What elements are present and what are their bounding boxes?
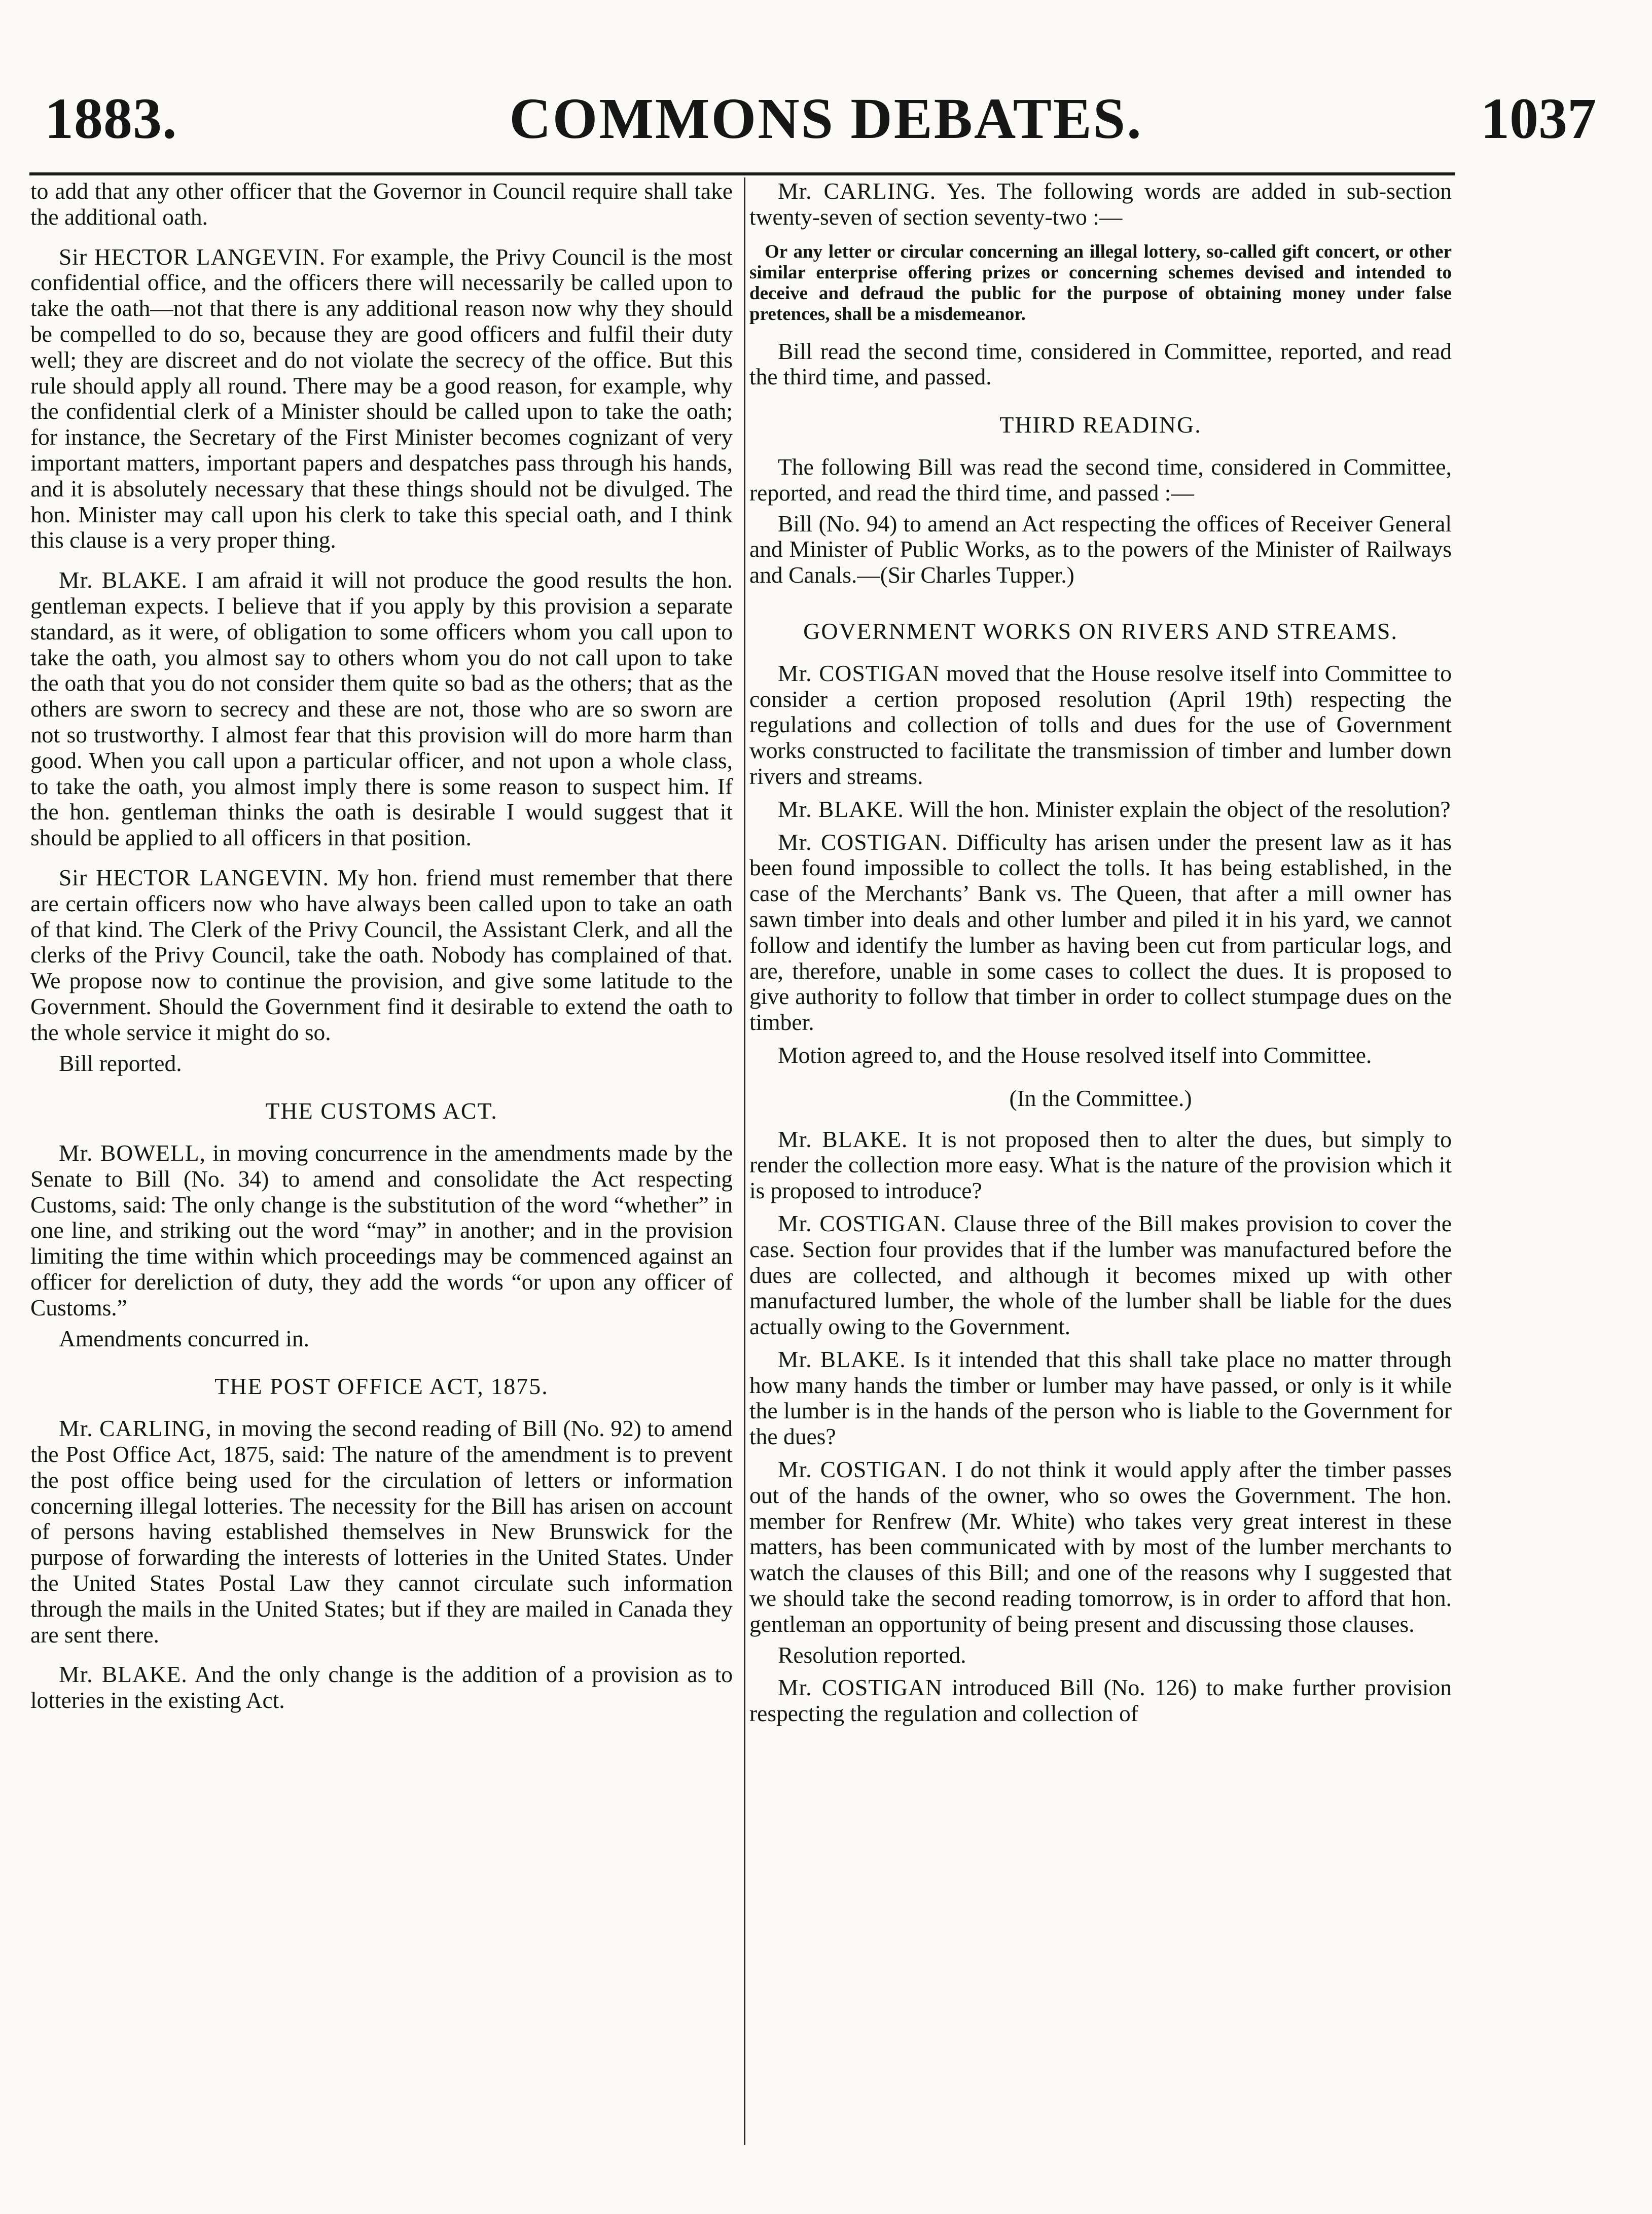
paragraph: Amendments concurred in. <box>59 1325 310 1351</box>
paragraph <box>30 1662 733 1713</box>
paragraph <box>749 178 1452 230</box>
speech-text: Difficulty has arisen under the present law as it has been found impossible to collect the tolls. It has being established, in the case of the Merchants’ Bank vs. The Queen, that after a mill owner has sawn timber into deals and other lumber and piled it in his yard, we cannot follow and identify the lumber as having been cut from particular logs, and are, therefore, unable in some cases to collect the dues. It is proposed to give authority to follow that timber in order to collect stumpage dues on the timber. <box>749 829 1452 1035</box>
paragraph <box>749 1211 1452 1340</box>
paragraph: Bill (No. 94) to amend an Act respecting the offices of Receiver General and Minister of Public Works, as to the powers of the Minister of Railways and Canals.—(Sir Charles Tupper.) <box>749 510 1452 588</box>
speech-text: And the only change is the addition of a provision as to lotteries in the existing Act. <box>30 1661 733 1713</box>
section-heading: THE POST OFFICE ACT, 1875. <box>214 1373 549 1400</box>
paragraph <box>30 244 733 554</box>
speaker-name: Mr. COSTIGAN <box>778 660 940 686</box>
speech-text: introduced Bill (No. 126) to make further provision respecting the regulation and collection of <box>749 1674 1452 1727</box>
paragraph <box>749 1457 1452 1637</box>
header-page-number: 1037 <box>1481 86 1596 151</box>
paragraph <box>749 1347 1452 1450</box>
speech-text: I am afraid it will not produce the good results the hon. gentleman expects. I believe that if you apply by this provision a separate standard, as it were, of obligation to some officers whom you call upon to take the oath, you almost say to others whom you do not call upon to take the oath that you do not consider them quite so bad as the others; that as the others are sworn to secrecy and these are not, those who are so sworn are not so trustworthy. I almost fear that this provision will do more harm than good. When you call upon a particular officer, and not upon a whole class, to take the oath, you almost imply there is some reason to suspect him. If the hon. gentleman thinks the oath is desirable I would suggest that it should be applied to all officers in that position. <box>30 567 733 851</box>
paragraph <box>30 1416 733 1648</box>
paragraph <box>749 661 1452 790</box>
paragraph <box>749 797 1452 823</box>
paragraph: Bill read the second time, considered in Committee, reported, and read the third time, and passed. <box>749 338 1452 390</box>
speaker-name: Mr. COSTIGAN. <box>778 1210 947 1236</box>
paragraph: to add that any other officer that the Governor in Council require shall take the additional oath. <box>30 178 733 230</box>
speaker-name: Mr. BLAKE. <box>778 1126 908 1152</box>
speaker-name: Mr. BLAKE. <box>778 796 904 822</box>
speaker-name: Sir HECTOR LANGEVIN. <box>59 243 326 270</box>
paragraph: Motion agreed to, and the House resolved itself into Committee. <box>778 1042 1372 1068</box>
speaker-name: Mr. COSTIGAN. <box>778 829 948 855</box>
speech-text: It is not proposed then to alter the dues, but simply to render the collection more easy. What is the nature of the provision which it is proposed to introduce? <box>749 1126 1452 1204</box>
speaker-name: Mr. BLAKE. <box>778 1346 906 1372</box>
section-heading: THE CUSTOMS ACT. <box>265 1098 498 1124</box>
speech-text: moved that the House resolve itself into Committee to consider a certion proposed resolution (April 19th) respecting the regulations and collection of tolls and dues for the use of Government works constructed to facilitate the transmission of timber and lumber down rivers and streams. <box>749 660 1452 789</box>
paragraph <box>30 1140 733 1321</box>
paragraph <box>30 567 733 851</box>
page-header <box>0 85 1652 151</box>
header-year: 1883. <box>45 86 177 151</box>
speech-text: Yes. The following words are added in sub-section twenty-seven of section seventy-two :— <box>749 178 1452 230</box>
column-divider <box>744 177 745 2145</box>
committee-note: (In the Committee.) <box>1009 1085 1192 1111</box>
speech-text: Is it intended that this shall take place no matter through how many hands the timber or lumber may have passed, or only is it while the lumber is in the hands of the person who is liable to the Government for the dues? <box>749 1346 1452 1450</box>
speaker-name: Mr. COSTIGAN. <box>778 1456 948 1483</box>
speaker-name: Mr. BLAKE. <box>59 1661 188 1688</box>
speech-text: in moving the second reading of Bill (No. 92) to amend the Post Office Act, 1875, said: The nature of the amendment is to prevent the post office being used for the circulation of letters or information concerning illegal lotteries. The necessity for the Bill has arisen on account of persons having established themselves in New Brunswick for the purpose of forwarding the interests of lotteries in the United States. Under the United States Postal Law they cannot circulate such information through the mails in the United States; but if they are mailed in Canada they are sent there. <box>30 1415 733 1648</box>
paragraph <box>749 1127 1452 1204</box>
paragraph: Resolution reported. <box>778 1641 966 1668</box>
paragraph: Bill reported. <box>59 1050 182 1076</box>
speech-text: I do not think it would apply after the timber passes out of the hands of the owner, who so owes the Government. The hon. member for Renfrew (Mr. White) who takes very great interest in these matters, has been communicated with by most of the lumber merchants to watch the clauses of this Bill; and one of the reasons why I suggested that we should take the second reading tomorrow, is in order to afford that hon. gentleman an opportunity of being present and discussing those clauses. <box>749 1456 1452 1637</box>
speaker-name: Mr. CARLING. <box>778 178 937 204</box>
left-column <box>30 178 733 1713</box>
speech-text: Clause three of the Bill makes provision to cover the case. Section four provides that if the lumber was manufactured before the dues are collected, and although it becomes mixed up with other manufactured lumber, the whole of the lumber shall be liable for the dues actually owing to the Government. <box>749 1210 1452 1340</box>
speech-text: in moving concurrence in the amendments made by the Senate to Bill (No. 34) to amend and consolidate the Act respecting Customs, said: The only change is the substitution of the word “whether” in one line, and striking out the word “may” in another; and in the provision limiting the time within which proceedings may be commenced against an officer for dereliction of duty, they add the words “or upon any officer of Customs.” <box>30 1140 733 1320</box>
section-heading: THIRD READING. <box>999 412 1202 438</box>
speaker-name: Mr. CARLING, <box>59 1415 212 1442</box>
speech-text: Will the hon. Minister explain the object of the resolution? <box>909 796 1451 822</box>
speech-text: For example, the Privy Council is the most confidential office, and the officers there will necessarily be called upon to take the oath—not that there is any additional reason now why they should be compelled to do so, because they are good officers and fulfil their duty well; they are discreet and do not violate the secrecy of the office. But this rule should apply all round. There may be a good reason, for example, why the confidential clerk of a Minister should be called upon to take the oath; for instance, the Secretary of the First Minister becomes cognizant of very important matters, important papers and despatches pass through his hands, and it is absolutely necessary that these things should not be divulged. The hon. Minister may call upon his clerk to take this special oath, and I think this clause is a very proper thing. <box>30 243 733 553</box>
speaker-name: Sir HECTOR LANGEVIN. <box>59 864 329 890</box>
header-title: COMMONS DEBATES. <box>509 86 1143 151</box>
speech-text: My hon. friend must remember that there are certain officers now who have always been called upon to take an oath of that kind. The Clerk of the Privy Council, the Assistant Clerk, and all the clerks of the Privy Council, take the oath. Nobody has complained of that. We propose now to continue the provision, and give some latitude to the Government. Should the Government find it desirable to extend the oath to the whole service it might do so. <box>30 864 733 1045</box>
paragraph <box>749 830 1452 1035</box>
speaker-name: Mr. COSTIGAN <box>778 1674 943 1701</box>
paragraph: The following Bill was read the second time, considered in Committee, reported, and read the third time, and passed :— <box>749 453 1452 506</box>
paragraph <box>30 865 733 1046</box>
speaker-name: Mr. BLAKE. <box>59 567 188 593</box>
header-rule <box>29 172 1455 175</box>
quoted-amendment: Or any letter or circular concerning an illegal lottery, so-called gift concert, or other similar enterprise offering prizes or concerning schemes devised and intended to deceive and defraud the public for the purpose of obtaining money under false pretences, shall be a misdemeanor. <box>749 241 1452 325</box>
speaker-name: Mr. BOWELL, <box>59 1140 206 1166</box>
section-heading: GOVERNMENT WORKS ON RIVERS AND STREAMS. <box>803 618 1398 644</box>
right-column <box>749 178 1452 1727</box>
paragraph <box>749 1675 1452 1727</box>
